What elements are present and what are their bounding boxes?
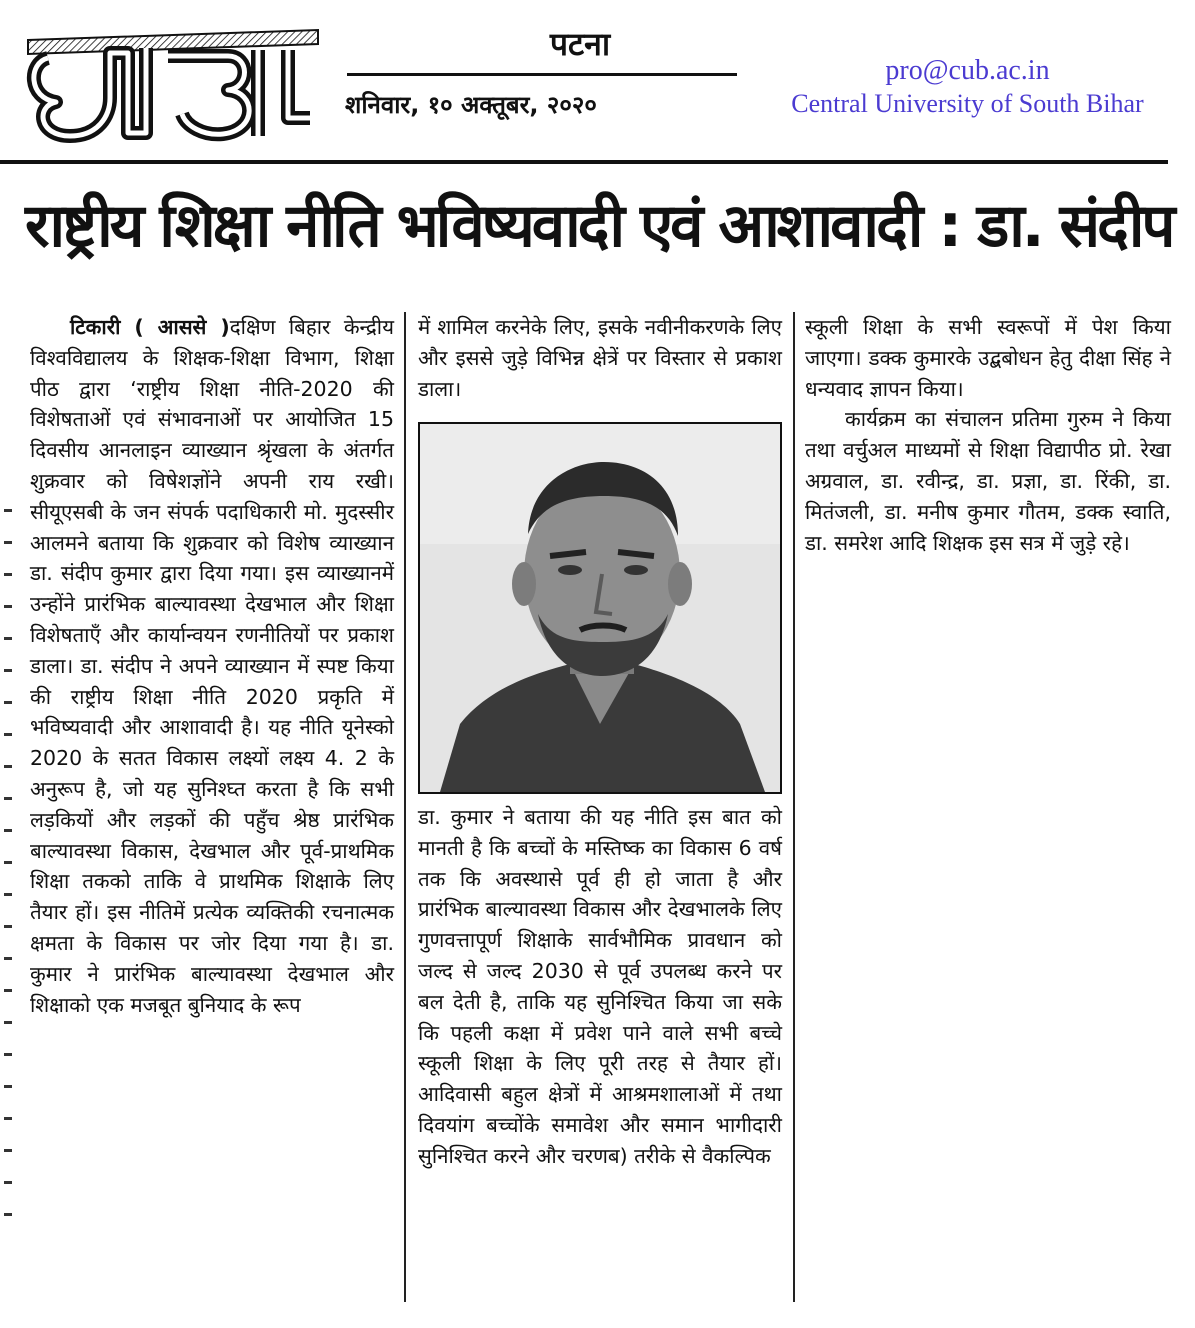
credit-organization: Central University of South Bihar [791,89,1144,118]
article-dateline: टिकारी ( आससे ) [70,315,230,339]
source-credit [755,54,1180,120]
column-1-text: दक्षिण बिहार केन्द्रीय विश्वविद्यालय के शिक्षक-शिक्षा विभाग, शिक्षा पीठ द्वारा ‘राष्ट्रीय शिक्षा नीति-2020 की विशेषताओं एवं संभावनाओं पर आयोजित 15 दिवसीय आनलाइन व्याख्यान श्रृंखला के अंतर्गत शुक्रवार को विषेशज्ञोंने अपनी राय रखी। सीयूएसबी के जन संपर्क पदाधिकारी मो. मुदस्सीर आलमने बताया कि शुक्रवार को विशेष व्याख्यान डा. संदीप कुमार द्वारा दिया गया। इस व्याख्यानमें उन्होंने प्रारंभिक बाल्यावस्था देखभाल और शिक्षा विशेषताएँ और कार्यान्वयन रणनीतियों पर प्रकाश डाला। डा. संदीप ने अपने व्याख्यान में स्पष्ट किया की राष्ट्रीय शिक्षा नीति 2020 प्रकृति में भविष्यवादी और आशावादी है। यह नीति यूनेस्को 2020 के सतत विकास लक्ष्यों लक्ष्य 4. 2 के अनुरूप है, जो यह सुनिश्घ्त करता है कि सभी लड़कियों और लड़कों की पहुँच श्रेष्ठ प्रारंभिक बाल्यावस्था विकास, देखभाल और पूर्व-प्राथमिक शिक्षा तकको ताकि वे प्राथमिक शिक्षाके लिए तैयार हों। इस नीतिमें प्रत्येक व्यक्तिकी रचनात्मक क्षमता के विकास पर जोर दिया गया है। डा. कुमार ने प्रारंभिक बाल्यावस्था देखभाल और शिक्षाको एक मजबूत बुनियाद के रूप [30,315,394,1017]
column-divider-1 [404,312,406,1302]
column-3-paragraph-2: कार्यक्रम का संचालन प्रतिमा गुरुम ने किया तथा वर्चुअल माध्यमों से शिक्षा विद्यापीठ प्रो. रेखा अग्रवाल, डा. रवीन्द्र, डा. प्रज्ञा, डा. रिंकी, डा. मितंजली, डा. मनीष कुमार गौतम, डक्क स्वाति, डा. समरेश आदि शिक्षक इस सत्र में जुड़े रहे। [805,407,1171,555]
masthead-divider [0,160,1168,164]
column-2-top-text: में शामिल करनेके लिए, इसके नवीनीकरणके लिए और इससे जुड़े विभिन्न क्षेत्रें पर विस्तार से प्रकाश डाला। [418,315,782,401]
article-column-2-bottom [418,802,782,1172]
aaj-logo [18,18,336,148]
column-3-paragraph-1: स्कूली शिक्षा के सभी स्वरूपों में पेश किया जाएगा। डक्क कुमारके उद्बबोधन हेतु दीक्षा सिंह ने धन्यवाद ज्ञापन किया। [805,315,1171,401]
column-2-bottom-text: डा. कुमार ने बताया की यह नीति इस बात को मानती है कि बच्चों के मस्तिष्क का विकास 6 वर्ष तक कि अवस्थासे पूर्व ही हो जाता है और प्रारंभिक बाल्यावस्था विकास और देखभालके लिए गुणवत्तापूर्ण शिक्षाके सार्वभौमिक प्रावधान को जल्द से जल्द 2030 से पूर्व उपलब्ध करने पर बल देती है, ताकि यह सुनिश्चित किया जा सके कि पहली कक्षा में प्रवेश पाने वाले सभी बच्चे स्कूली शिक्षा के लिए पूरी तरह से तैयार हों। आदिवासी बहुल क्षेत्रों में आश्रमशालाओं में तथा दिवयांग बच्चोंके समावेश और समान भागीदारी सुनिश्चित करने और चरणब) तरीके से वैकल्पिक [418,805,782,1168]
speaker-portrait-image [420,424,780,792]
edition-date: शनिवार, १० अक्तूबर, २०२० [345,91,597,119]
speaker-photo [418,422,782,794]
article-headline: राष्ट्रीय शिक्षा नीति भविष्यवादी एवं आशावादी : डा. संदीप [25,191,1173,261]
masthead-rule [347,73,737,76]
article-column-1 [30,312,394,1020]
credit-email: pro@cub.ac.in [885,55,1050,86]
article-column-3 [805,312,1171,558]
article-column-2-top [418,312,782,404]
cropped-adjacent-column [0,480,16,1280]
edition-city: पटना [549,25,611,63]
column-divider-2 [793,312,795,1302]
